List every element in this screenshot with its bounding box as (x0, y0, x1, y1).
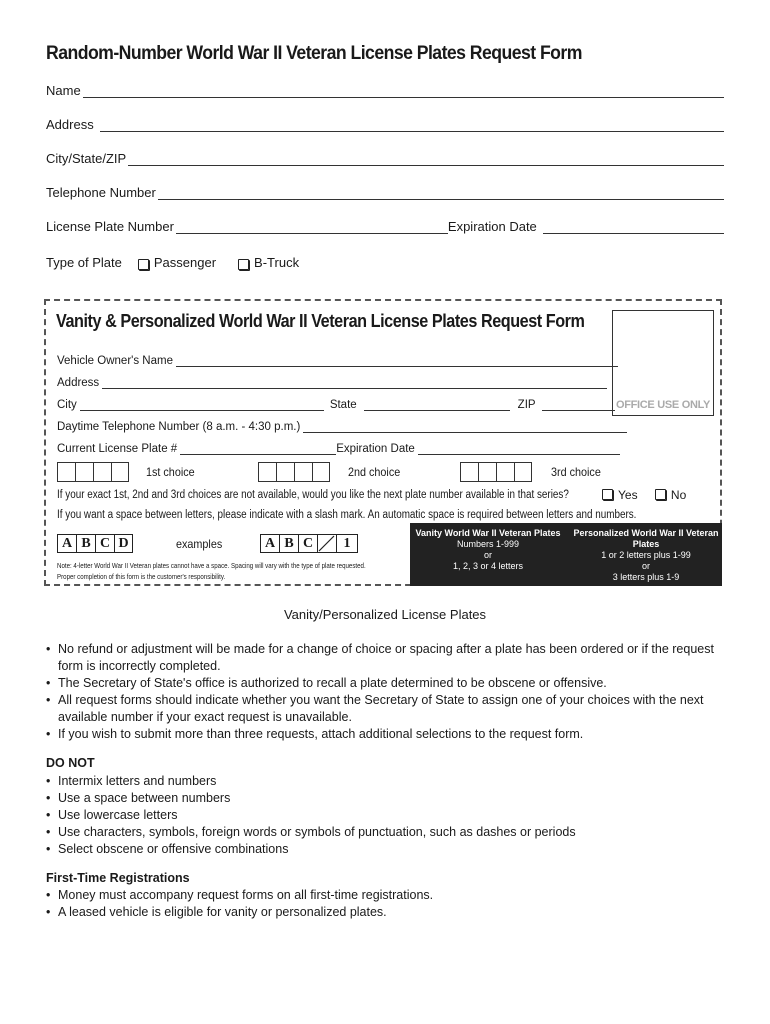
info-bullet: • All request forms should indicate whether you want the Secretary of State to assign one of your choices with the next available number if your exact request is unavailable. (46, 692, 726, 726)
expiration-label: Expiration Date (447, 219, 537, 234)
telephone-row (46, 185, 724, 200)
slash-box (317, 534, 336, 553)
first-time-section (46, 870, 726, 921)
city-state-zip-label: City/State/ZIP (46, 151, 127, 166)
name-field[interactable] (83, 85, 724, 98)
yes-no-group (602, 488, 686, 502)
note-line1: Note: 4-letter World War II Veteran plates cannot have a space. Spacing will vary with the type of plate requested. (57, 561, 366, 570)
pers-col-line2: or (641, 561, 650, 571)
plate-type-label: Type of Plate (46, 255, 122, 270)
do-not-section (46, 755, 726, 858)
city-state-zip-row (46, 151, 724, 166)
current-plate-row (57, 443, 620, 455)
office-use-box (612, 310, 714, 416)
owner-name-label: Vehicle Owner's Name (57, 355, 173, 367)
personalized-plates-column (570, 528, 722, 583)
do-not-item: • Use characters, symbols, foreign words or symbols of punctuation, such as dashes or periods (46, 824, 726, 841)
info-heading: Vanity/Personalized License Plates (283, 607, 487, 622)
zip-label: ZIP (517, 399, 536, 411)
vanity-address-label: Address (57, 377, 100, 389)
state-field[interactable] (364, 400, 510, 411)
choice2-label: 2nd choice (348, 465, 401, 479)
vanity-expiration-field[interactable] (418, 444, 620, 455)
vanity-col-line2: or (483, 550, 492, 560)
example-letter: B (76, 534, 95, 553)
example-letter: 1 (336, 534, 358, 553)
vanity-address-row (57, 377, 607, 389)
yes-label: Yes (618, 488, 638, 502)
vanity-col-line1: Numbers 1-999 (456, 539, 520, 549)
license-plate-row (46, 219, 724, 234)
current-plate-label: Current License Plate # (57, 443, 178, 455)
choice3-boxes[interactable] (460, 462, 532, 482)
info-bullet: • No refund or adjustment will be made for a change of choice or spacing after a plate has been ordered or if the request form is incorrectly completed. (46, 641, 726, 675)
no-label: No (670, 488, 687, 502)
example-letter: C (95, 534, 114, 553)
address-label: Address (46, 117, 94, 132)
telephone-label: Telephone Number (46, 185, 156, 200)
examples-label: examples (176, 537, 223, 551)
address-field[interactable] (100, 119, 724, 132)
license-plate-label: License Plate Number (46, 219, 174, 234)
owner-name-row (57, 355, 618, 367)
name-label: Name (46, 83, 81, 98)
plate-info-panel (410, 523, 722, 586)
vanity-expiration-label: Expiration Date (336, 443, 415, 455)
do-not-item: • Use lowercase letters (46, 807, 726, 824)
slash-icon (318, 535, 335, 552)
state-label: State (329, 399, 357, 411)
vanity-plates-column (410, 528, 566, 572)
city-field[interactable] (80, 400, 324, 411)
passenger-checkbox[interactable] (138, 259, 149, 270)
zip-field[interactable] (542, 400, 615, 411)
info-bullets (46, 641, 726, 743)
city-state-zip-field[interactable] (128, 153, 724, 166)
form-title: Random-Number World War II Veteran License Plates Request Form (46, 43, 582, 64)
daytime-phone-label: Daytime Telephone Number (8 a.m. - 4:30 p.m.) (57, 421, 301, 433)
current-plate-field[interactable] (180, 444, 336, 455)
license-plate-field[interactable] (176, 221, 448, 234)
city-row (57, 399, 615, 411)
pers-col-line3: 3 letters plus 1-9 (612, 572, 680, 582)
daytime-phone-row (57, 421, 627, 433)
vanity-title: Vanity & Personalized World War II Veteran License Plates Request Form (56, 311, 585, 331)
pers-col-line1: 1 or 2 letters plus 1-99 (601, 550, 691, 560)
do-not-item: • Intermix letters and numbers (46, 773, 726, 790)
example-letter: B (279, 534, 298, 553)
passenger-label: Passenger (153, 255, 217, 270)
plate-type-row (46, 255, 724, 270)
btruck-checkbox[interactable] (238, 259, 249, 270)
next-available-question: If your exact 1st, 2nd and 3rd choices are not available, would you like the next plate number available in that series? (57, 489, 569, 501)
address-row (46, 117, 724, 132)
do-not-item: • Use a space between numbers (46, 790, 726, 807)
example-letter: A (57, 534, 76, 553)
name-row (46, 83, 724, 98)
expiration-field[interactable] (543, 221, 724, 234)
choice1-label: 1st choice (146, 465, 195, 479)
daytime-phone-field[interactable] (303, 422, 627, 433)
example-letter: A (260, 534, 279, 553)
btruck-label: B-Truck (254, 255, 300, 270)
example-letter: C (298, 534, 317, 553)
example-abc-1 (260, 534, 358, 553)
choice1-boxes[interactable] (57, 462, 129, 482)
note-block (57, 560, 366, 582)
first-time-heading: First-Time Registrations (46, 871, 190, 885)
first-time-item: • Money must accompany request forms on all first-time registrations. (46, 887, 726, 904)
vanity-col-line3: 1, 2, 3 or 4 letters (452, 561, 524, 571)
info-bullet: • The Secretary of State's office is authorized to recall a plate determined to be obscene or offensive. (46, 675, 726, 692)
example-letter: D (114, 534, 133, 553)
no-checkbox[interactable] (655, 489, 666, 500)
space-note: If you want a space between letters, please indicate with a slash mark. An automatic space is required between letters and numbers. (57, 509, 637, 521)
city-label: City (57, 399, 77, 411)
do-not-heading: DO NOT (46, 756, 95, 770)
first-time-item: • A leased vehicle is eligible for vanity or personalized plates. (46, 904, 726, 921)
yes-checkbox[interactable] (602, 489, 613, 500)
owner-name-field[interactable] (176, 356, 618, 367)
pers-col-title: Personalized World War II Veteran Plates (573, 528, 719, 549)
choice2-boxes[interactable] (258, 462, 330, 482)
vanity-address-field[interactable] (102, 378, 607, 389)
choice3-label: 3rd choice (551, 465, 601, 479)
telephone-field[interactable] (158, 187, 724, 200)
do-not-item: • Select obscene or offensive combinations (46, 841, 726, 858)
info-bullet: • If you wish to submit more than three requests, attach additional selections to the request form. (46, 726, 726, 743)
vanity-col-title: Vanity World War II Veteran Plates (415, 528, 561, 538)
note-line2: Proper completion of this form is the customer's responsibility. (57, 572, 226, 581)
example-abcd (57, 534, 133, 553)
office-use-label: OFFICE USE ONLY (615, 399, 711, 411)
